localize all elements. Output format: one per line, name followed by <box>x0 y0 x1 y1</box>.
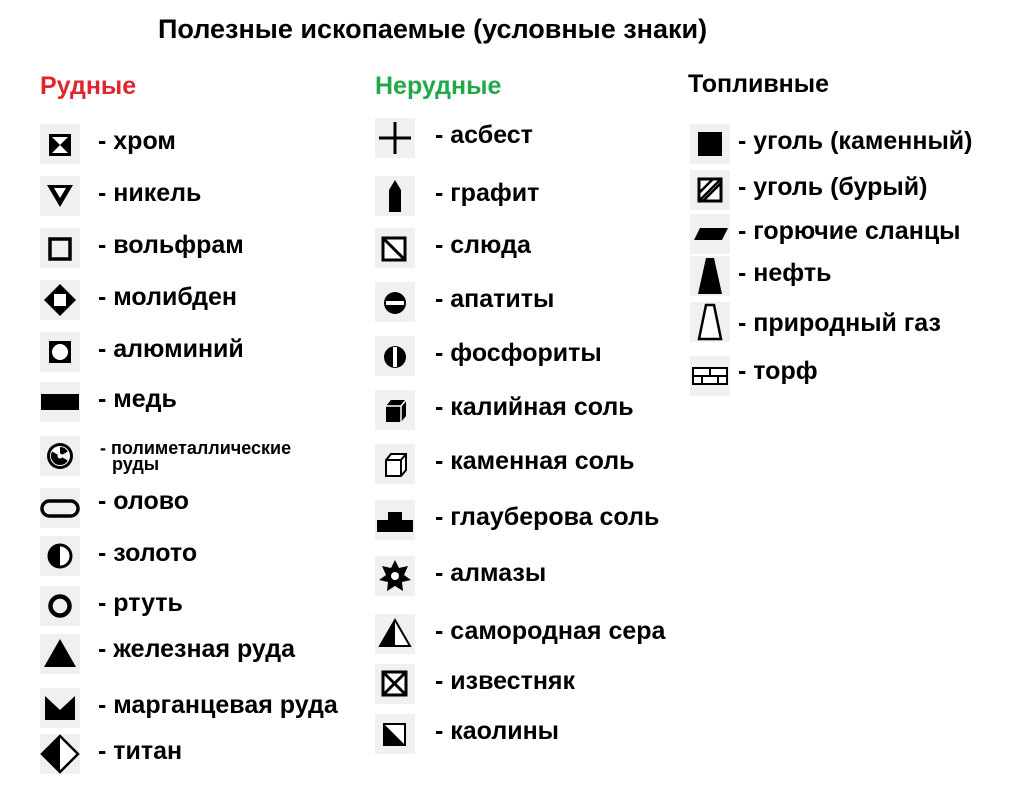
native-sulfur-icon <box>375 614 415 654</box>
tungsten-icon <box>40 228 80 268</box>
tin-icon <box>40 488 80 528</box>
legend-label: - апатиты <box>435 285 555 313</box>
legend-title: Полезные ископаемые (условные знаки) <box>158 14 708 44</box>
legend-label: - уголь (каменный) <box>738 127 973 155</box>
peat-icon <box>690 356 730 396</box>
legend-label: - самородная сера <box>435 617 666 645</box>
iron-ore-icon <box>40 634 80 674</box>
legend-label: - калийная соль <box>435 393 634 421</box>
legend-label: - графит <box>435 179 540 207</box>
mica-icon <box>375 228 415 268</box>
legend-label: - золото <box>98 539 198 567</box>
legend-label: - титан <box>98 737 183 765</box>
brown-coal-icon <box>690 170 730 210</box>
nickel-icon <box>40 176 80 216</box>
legend-label: - олово <box>98 487 190 515</box>
titanium-icon <box>40 734 80 774</box>
gold-icon <box>40 536 80 576</box>
polymetallic-ores-icon <box>40 436 80 476</box>
oil-shale-icon <box>690 214 730 254</box>
legend-label: - асбест <box>435 121 533 149</box>
legend-label: - хром <box>98 127 176 155</box>
limestone-icon <box>375 664 415 704</box>
legend-label: - фосфориты <box>435 339 602 367</box>
legend-label: - горючие сланцы <box>738 217 961 245</box>
legend-label: - алюминий <box>98 335 244 363</box>
legend-label: - алмазы <box>435 559 547 587</box>
legend-label: - медь <box>98 385 177 413</box>
aluminum-icon <box>40 332 80 372</box>
legend-label: - железная руда <box>98 635 295 663</box>
apatite-icon <box>375 282 415 322</box>
diamond-icon <box>375 556 415 596</box>
manganese-ore-icon <box>40 688 80 728</box>
legend-label: - каменная соль <box>435 447 635 475</box>
legend-label: - природный газ <box>738 309 941 337</box>
legend-label: - полиметаллические руды <box>100 438 292 474</box>
legend-label: - марганцевая руда <box>98 691 338 719</box>
natural-gas-icon <box>690 302 730 342</box>
asbestos-icon <box>375 118 415 158</box>
rock-salt-icon <box>375 444 415 484</box>
legend-label: - нефть <box>738 259 832 287</box>
legend-label: - слюда <box>435 231 531 259</box>
chromium-icon <box>40 124 80 164</box>
potassium-salt-icon <box>375 390 415 430</box>
legend-label: - молибден <box>98 283 238 311</box>
heading-fuel: Топливные <box>688 70 830 98</box>
mercury-icon <box>40 586 80 626</box>
hard-coal-icon <box>690 124 730 164</box>
legend-label: - вольфрам <box>98 231 244 259</box>
legend-label: - глауберова соль <box>435 503 660 531</box>
phosphorite-icon <box>375 336 415 376</box>
molybdenum-icon <box>40 280 80 320</box>
copper-icon <box>40 382 80 422</box>
legend-label: - никель <box>98 179 202 207</box>
legend-label: - торф <box>738 357 818 385</box>
heading-ore: Рудные <box>40 72 137 100</box>
legend-label: - каолины <box>435 717 560 745</box>
kaolin-icon <box>375 714 415 754</box>
legend-label: - ртуть <box>98 589 183 617</box>
legend-label: - уголь (бурый) <box>738 173 928 201</box>
oil-icon <box>690 256 730 296</box>
glauber-salt-icon <box>375 500 415 540</box>
legend-label: - известняк <box>435 667 576 695</box>
heading-nonore: Нерудные <box>375 72 502 100</box>
graphite-icon <box>375 176 415 216</box>
